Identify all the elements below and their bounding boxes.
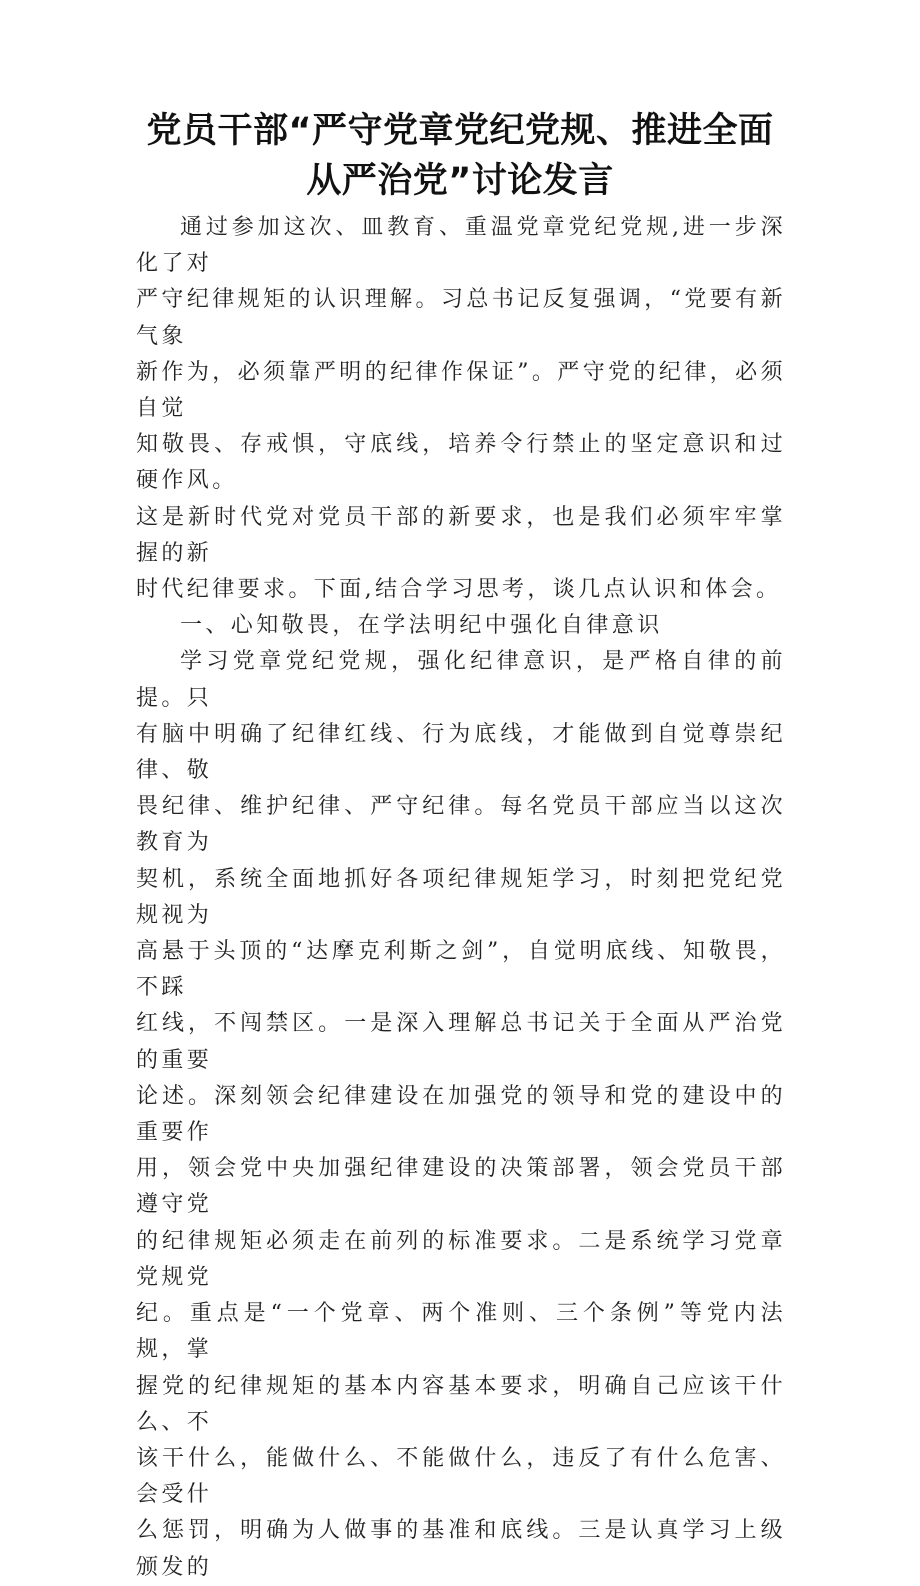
paragraph-section-1: 学习党章党纪党规，强化纪律意识，是严格自律的前提。只 有脑中明确了纪律红线、行为底线，才能做到自觉尊崇纪律、敬 畏纪律、维护纪律、严守纪律。每名党员干部应当以这次教育为 契机，系统全面地抓好各项纪律规矩学习，时刻把党纪党规视为 高悬于头顶的“达摩克利斯之剑”，自觉明底线、知敬畏，不踩 红线，不闯禁区。一是深入理解总书记关于全面从严治党的重要 论述。深刻领会纪律建设在加强党的领导和党的建设中的重要作 用，领会党中央加强纪律建设的决策部署，领会党员干部遵守党 的纪律规矩必须走在前列的标准要求。二是系统学习党章党规党 纪。重点是“一个党章、两个准则、三个条例”等党内法规，掌 握党的纪律规矩的基本内容基本要求，明确自己应该干什么、不 该干什么，能做什么、不能做什么，违反了有什么危害、会受什 么惩罚，明确为人做事的基准和底线。三是认真学习上级颁发的 — [136, 649, 786, 1580]
document-title: 党员干部“严守党章党纪党规、推进全面从严治党”讨论发言 — [146, 111, 774, 201]
paragraph-intro: 通过参加这次、皿教育、重温党章党纪党规,进一步深化了对 严守纪律规矩的认识理解。习总书记反复强调，“党要有新气象 新作为，必须靠严明的纪律作保证”。严守党的纪律，必须自觉 知敬畏、存戒惧，守底线，培养令行禁止的坚定意识和过硬作风。 这是新时代党对党员干部的新要求，也是我们必须牢牢掌握的新 时代纪律要求。下面,结合学习思考，谈几点认识和体会。 — [136, 215, 786, 603]
document-body — [136, 210, 786, 1586]
section-heading-1: 一、心知敬畏，在学法明纪中强化自律意识 — [180, 613, 663, 639]
